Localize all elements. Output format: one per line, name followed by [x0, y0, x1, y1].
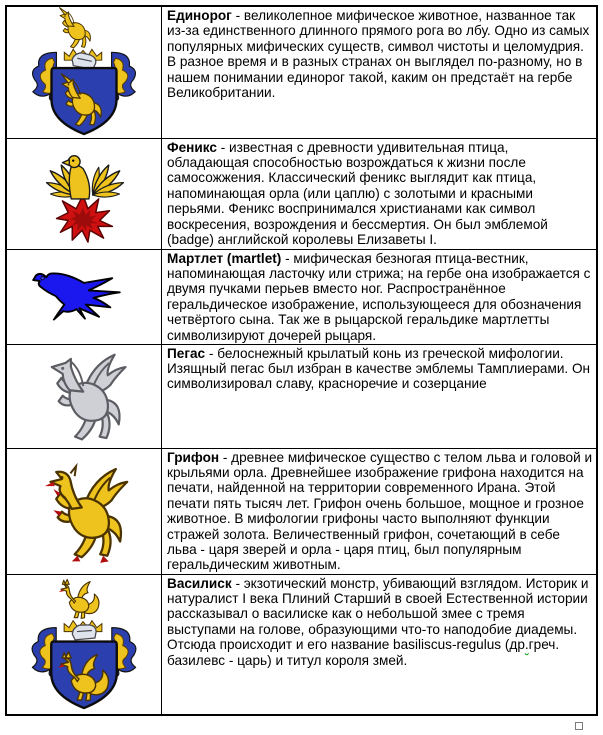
phoenix-image	[20, 142, 148, 246]
table-row	[6, 249, 597, 344]
unicorn-coat-of-arms-image	[28, 7, 140, 137]
creature-image-cell	[6, 448, 162, 574]
term-phoenix: Феникс	[167, 139, 217, 155]
description-phoenix: - известная с древности удивительная птица, обладающая способностью возрождаться к жизни после самосожжения. Классический феникс выглядит как птица, напоминающая орла (или цаплю) с золотыми и красными перьями. Феникс воспринимался христианами как символ воскресения, возрождения и бессмертия. Он был эмблемой (badge) английской королевы Елизаветы I.	[167, 139, 548, 247]
term-pegasus: Пегас	[167, 345, 206, 361]
table-resize-handle[interactable]	[575, 722, 583, 730]
term-martlet: Мартлет (martlet)	[167, 250, 282, 266]
description-griffin: - древнее мифическое существо с телом льва и головой и крыльями орла. Древнейшее изображение грифона находится на печати, найденной на территории современного Ирана. Этой печати пять тысяч лет. Грифон очень большое, мощное и грозное животное. В мифологии грифоны часто выполняют функции стражей золота. Величественный грифон, сочетающий в себе льва - царя зверей и орла - царя птиц, был популярным геральдическим животным.	[167, 449, 593, 573]
basilisk-coat-of-arms-image	[28, 576, 140, 713]
creature-image-cell	[6, 344, 162, 448]
description-basilisk-end: греч. базилевс - царь) и титул короля змей.	[167, 637, 560, 668]
description-pegasus: - белоснежный крылатый конь из греческой мифологии. Изящный пегас был избран в качестве эмблемы Тамплиерами. Он символизировал славу, красноречие и созерцание	[167, 345, 591, 392]
description-cell	[162, 138, 598, 249]
table-row	[6, 6, 597, 138]
pegasus-image	[39, 346, 129, 446]
term-unicorn: Единорог	[167, 8, 232, 23]
description-cell	[162, 574, 598, 715]
term-griffin: Грифон	[167, 449, 220, 465]
heraldic-creatures-table	[5, 5, 598, 716]
table-row	[6, 574, 597, 715]
term-basilisk: Василиск	[167, 575, 232, 591]
description-cell	[162, 249, 598, 344]
spellcheck-squiggle: .	[524, 637, 529, 653]
table-row	[6, 448, 597, 574]
creature-image-cell	[6, 138, 162, 249]
description-martlet: - мифическая безногая птица-вестник, напоминающая ласточку или стрижа; на гербе она изображается с двумя пучками перьев вместо ног. Распространённое геральдическое изображение, использующееся для обозначения четвёртого сына. Так же в рыцарской геральдике мартлетты символизируют дочерей рыцаря.	[167, 250, 591, 343]
creature-image-cell	[6, 6, 162, 138]
griffin-image	[36, 452, 132, 570]
creature-image-cell	[6, 574, 162, 715]
description-basilisk: - экзотический монстр, убивающий взглядом. Историк и натуралист I века Плиний Старший в своей Естественной истории рассказывал о василиске как о небольшой змее с тремя выступами на голове, образующими что-то наподобие диадемы. Отсюда происходит и его название basiliscus-regulus (др	[167, 575, 589, 653]
description-cell	[162, 6, 598, 138]
description-cell	[162, 448, 598, 574]
creature-image-cell	[6, 249, 162, 344]
description-cell	[162, 344, 598, 448]
description-unicorn: - великолепное мифическое животное, названное так из-за единственного длинного прямого рога во лбу. Одно из самых популярных мифических существ, символ чистоты и целомудрия. В разное время и в разных странах он выглядел по-разному, но в нашем понимании единорог такой, каким он предстаёт на гербе Великобритании.	[167, 8, 590, 101]
table-row	[6, 344, 597, 448]
martlet-image	[32, 265, 136, 329]
table-row	[6, 138, 597, 249]
